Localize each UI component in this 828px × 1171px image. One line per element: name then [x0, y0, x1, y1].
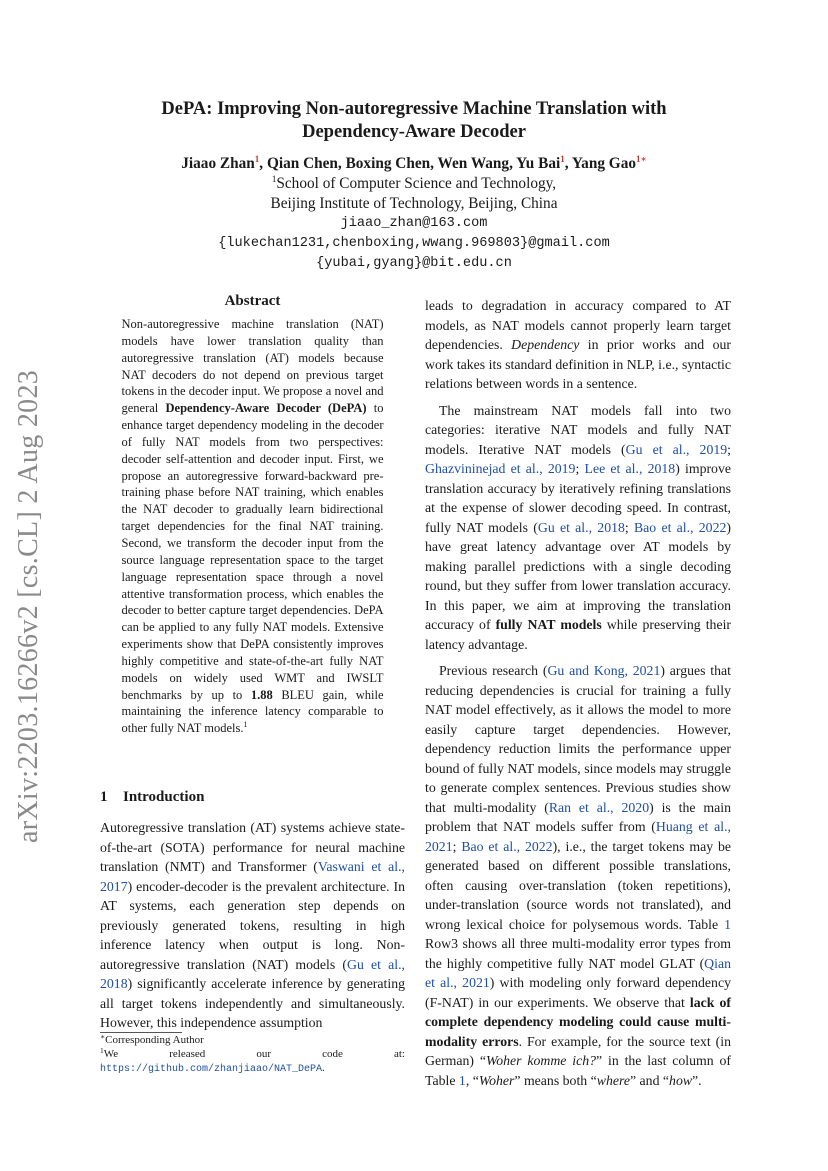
- paragraph-previous-research: [425, 661, 731, 1090]
- body-text: ) is the main problem that NAT models suffer from (: [425, 799, 731, 834]
- footnotes: [100, 1033, 405, 1077]
- citation-link[interactable]: Lee et al., 2018: [584, 461, 676, 476]
- footnote-text: Corresponding Author: [105, 1034, 204, 1046]
- paper-title: [100, 98, 728, 144]
- author-block: [90, 154, 738, 274]
- author-name: Jiaao Zhan: [181, 155, 255, 172]
- citation-link[interactable]: Gu et al., 2018: [100, 956, 405, 991]
- section-heading-introduction: [100, 788, 204, 806]
- right-column: [425, 296, 731, 1090]
- affiliation-line-2: Beijing Institute of Technology, Beijing, China: [270, 195, 558, 212]
- body-text: leads to degradation in accuracy compared to AT models, as NAT models cannot properly learn target dependencies.: [425, 298, 731, 352]
- citation-link[interactable]: Gu and Kong, 2021: [547, 663, 661, 678]
- body-text: ”.: [692, 1072, 702, 1088]
- email-1: jiaao_zhan@163.com: [340, 216, 488, 231]
- body-text: ” and “: [629, 1072, 670, 1088]
- body-italic: where: [596, 1072, 630, 1088]
- body-text: ) argues that reducing dependencies is crucial for training a fully NAT model effectively, as it allows the model to more easily capture target dependencies. However, dependency reduction limits the performance upper bound of fully NAT models, since models may struggle to generate complex sentences. Previous studies show that multi-modality (: [425, 663, 731, 815]
- body-text: Row3 shows all three multi-modality error types from the highly competitive fully NAT model GLAT (: [425, 936, 731, 971]
- citation-link[interactable]: Bao et al., 2022: [633, 519, 727, 535]
- body-text: ) improve translation accuracy by iteratively refining translations at the expense of slower decoding speed. In contrast, fully NAT models (: [425, 461, 731, 535]
- citation-link[interactable]: Huang et al., 2021: [425, 819, 731, 854]
- body-text: ;: [575, 461, 585, 476]
- body-text: Previous research (: [439, 663, 548, 678]
- author-name: , Yang Gao: [564, 155, 637, 172]
- citation-link[interactable]: Gu et al., 2018: [537, 519, 625, 535]
- body-text: ” in the last column of Table: [425, 1053, 731, 1088]
- body-bold: fully NAT models: [495, 617, 602, 632]
- section-title: Introduction: [123, 789, 205, 805]
- body-text: , “: [465, 1072, 479, 1088]
- code-url-link[interactable]: https://github.com/zhanjiaao/NAT_DePA: [100, 1064, 323, 1075]
- body-bold: lack of complete dependency modeling could cause multi-modality errors: [425, 994, 731, 1049]
- body-text: The mainstream NAT models fall into two categories: iterative NAT models and fully NAT models. Iterative NAT models (: [425, 402, 731, 457]
- footnote-code: [100, 1047, 405, 1077]
- intro-text: ) significantly accelerate inference by generating all target tokens independently and simultaneously. However, this independence assumption: [100, 976, 405, 1030]
- footnote-marker: ∗: [100, 1032, 106, 1041]
- affil-marker: 1: [560, 154, 565, 164]
- abstract-bold: Dependency-Aware Decoder (DePA): [165, 401, 367, 416]
- abstract-text: to enhance target dependency modeling in the decoder of fully NAT models from two perspectives: decoder self-attention and decoder input. First, we propose an autoregressive forward-backward pre-training phase before NAT training, which enables the NAT decoder to gradually learn bidirectional target dependencies for the final NAT training. Second, we transform the decoder input from the source language representation space to the target language representation space through a novel attentive transformation process, which enables the decoder to better capture target dependencies. DePA can be applied to any fully NAT models. Extensive experiments show that DePA consistently improves highly competitive and state-of-the-art fully NAT models on widely used WMT and IWSLT benchmarks by up to: [121, 401, 384, 702]
- title-line-2: Dependency-Aware Decoder: [302, 122, 526, 142]
- section-number: 1: [100, 789, 108, 805]
- footnote-text: We released our code at:: [103, 1048, 405, 1060]
- left-column: [100, 292, 405, 737]
- author-name: , Qian Chen, Boxing Chen, Wen Wang, Yu Bai: [259, 155, 561, 172]
- affiliation-line-1: [90, 174, 738, 194]
- footnote-marker: 1: [243, 720, 248, 730]
- citation-link[interactable]: Bao et al., 2022: [461, 838, 553, 854]
- intro-text: Autoregressive translation (AT) systems achieve state-of-the-art (SOTA) performance for neural machine translation (NMT) and Transformer (: [100, 820, 405, 874]
- citation-link[interactable]: Ran et al., 2020: [548, 799, 650, 815]
- author-names: [90, 154, 738, 174]
- body-italic: Woher komme ich?: [486, 1053, 597, 1068]
- body-italic: how: [669, 1072, 693, 1088]
- title-line-1: DePA: Improving Non-autoregressive Machine Translation with: [161, 99, 667, 119]
- table-ref-link[interactable]: 1: [458, 1072, 466, 1088]
- affil-marker: 1: [254, 154, 260, 164]
- affil-marker: 1: [271, 174, 277, 184]
- body-text: ;: [452, 838, 462, 854]
- arxiv-stamp: arXiv:2203.16266v2 [cs.CL] 2 Aug 2023: [13, 369, 44, 843]
- abstract-heading: Abstract: [224, 293, 281, 309]
- body-text: ), i.e., the target tokens may be generated based on different possible translations, often causing over-translation (token repetitions), under-translation (source words not translated), and wrong lexical choice for polysemous words. Table: [425, 838, 731, 932]
- citation-link[interactable]: Ghazvininejad et al., 2019: [425, 461, 576, 476]
- citation-link[interactable]: Gu et al., 2019: [625, 441, 728, 457]
- footnote-corresponding: [100, 1033, 405, 1047]
- body-text: . For example, for the source text (in German) “: [425, 1033, 731, 1068]
- body-text: while preserving their latency advantage.: [425, 617, 732, 652]
- body-text: ) have great latency advantage over AT models by making parallel predictions with a single decoding round, but they suffer from lower translation accuracy. In this paper, we aim at improving the translation accuracy of: [425, 519, 731, 632]
- body-text: in prior works and our work takes its standard definition in NLP, i.e., syntactic relations between words in a sentence.: [425, 337, 731, 391]
- citation-link[interactable]: Vaswani et al., 2017: [100, 859, 405, 894]
- body-text: ” means both “: [514, 1072, 597, 1088]
- intro-paragraph: [100, 818, 405, 1033]
- abstract-text: Non-autoregressive machine translation (NAT) models have lower translation quality than autoregressive translation (AT) models because NAT decoders do not depend on previous target tokens in the decoder input. We propose a novel and general: [121, 317, 384, 416]
- paragraph-mainstream-nat: [425, 401, 731, 655]
- body-text: ;: [727, 441, 731, 457]
- paragraph-continuation: [425, 296, 731, 394]
- email-3: {yubai,gyang}@bit.edu.cn: [316, 256, 512, 271]
- footnote-marker: 1: [100, 1046, 104, 1055]
- footnote-text: .: [322, 1062, 325, 1074]
- body-italic: Dependency: [511, 337, 580, 352]
- abstract-bold: 1.88: [250, 687, 273, 702]
- affil-marker: 1∗: [636, 154, 647, 164]
- affiliation-text: School of Computer Science and Technology,: [276, 175, 557, 192]
- abstract-paragraph: [122, 316, 384, 737]
- body-text: ) with modeling only forward dependency (F-NAT) in our experiments. We observe that: [425, 975, 731, 1010]
- body-text: ;: [624, 519, 634, 535]
- abstract-text: BLEU gain, while maintaining the inference latency comparable to other fully NAT models.: [121, 687, 384, 736]
- intro-text: ) encoder-decoder is the prevalent architecture. In AT systems, each generation step depends on previously generated tokens, resulting in high inference latency when output is long. Non-autoregressive translation (NAT) models (: [100, 878, 405, 972]
- abstract-body: [122, 316, 384, 737]
- email-2: {lukechan1231,chenboxing,wwang.969803}@gmail.com: [218, 236, 610, 251]
- table-ref-link[interactable]: 1: [724, 916, 731, 932]
- body-italic: Woher: [478, 1072, 515, 1088]
- citation-link[interactable]: Qian et al., 2021: [425, 955, 731, 990]
